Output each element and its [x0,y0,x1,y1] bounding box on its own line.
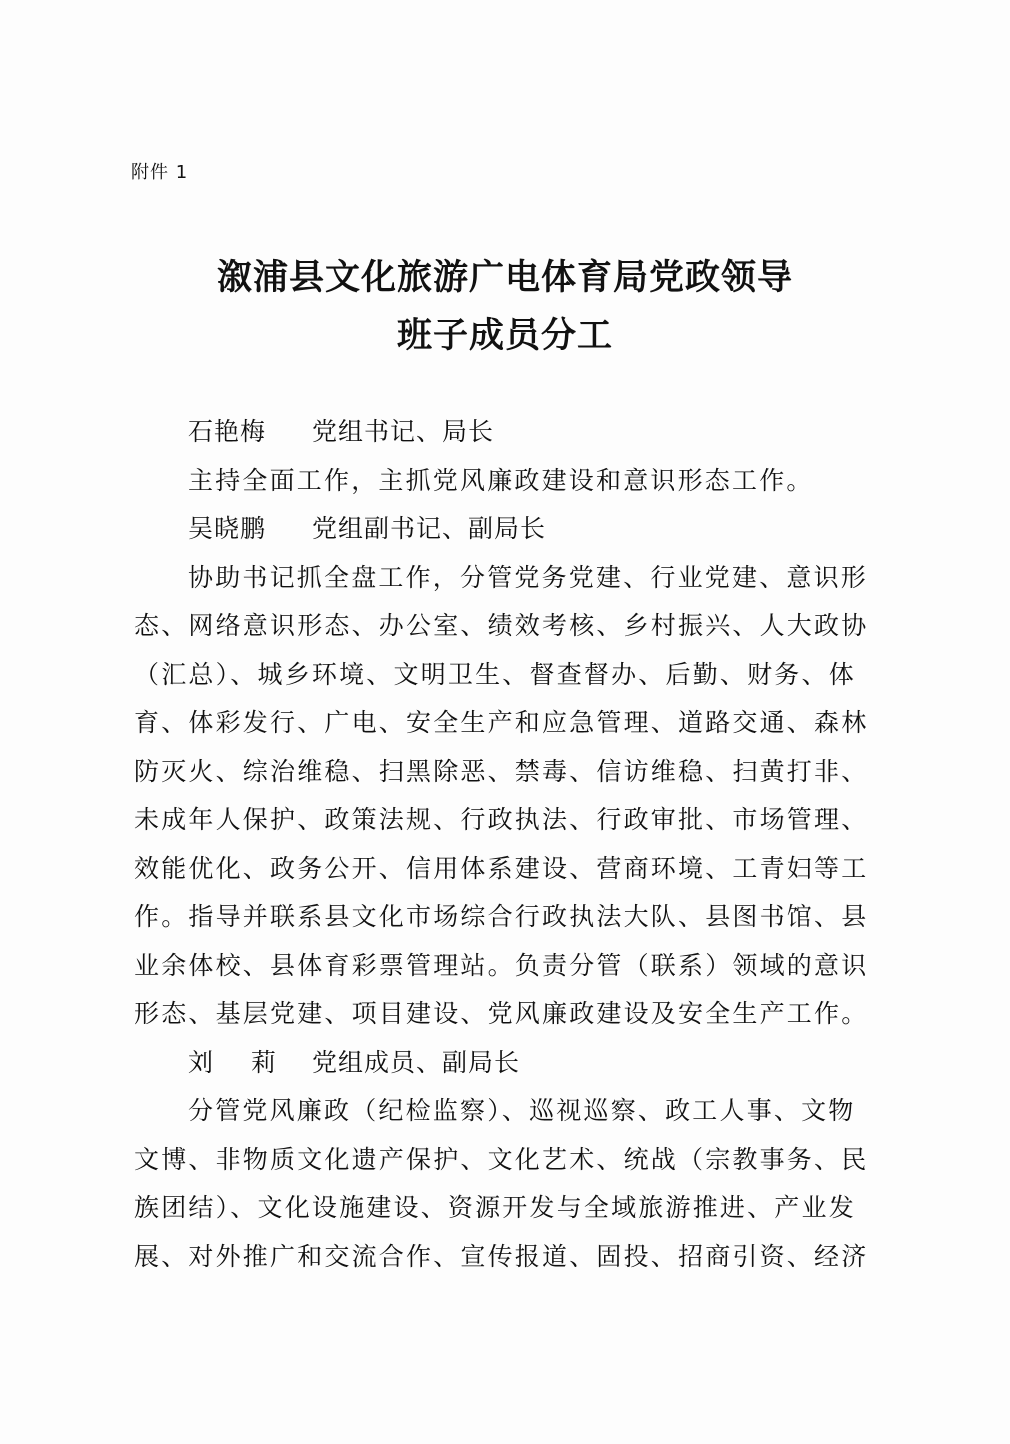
duty-line: 分管党风廉政（纪检监察）、巡视巡察、政工人事、文物 [188,1096,856,1125]
duty-line: 主持全面工作，主抓党风廉政建设和意识形态工作。 [188,465,814,495]
member-name: 石艳梅 [188,417,267,446]
duty-line: 族团结）、文化设施建设、资源开发与全域旅游推进、产业发 [134,1193,856,1222]
duty-line: 业余体校、县体育彩票管理站。负责分管（联系）领域的意识 [134,950,869,980]
duty-line: 育、体彩发行、广电、安全生产和应急管理、道路交通、森林 [134,708,869,737]
duty-line: 协助书记抓全盘工作，分管党务党建、行业党建、意识形 [188,562,869,592]
member-role: 党组副书记、副局长 [312,514,547,543]
duty-line: 作。指导并联系县文化市场综合行政执法大队、县图书馆、县 [134,902,869,931]
duty-line: 形态、基层党建、项目建设、党风廉政建设及安全生产工作。 [134,999,869,1028]
document-title-line2: 班子成员分工 [396,315,613,356]
duty-line: 展、对外推广和交流合作、宣传报道、固投、招商引资、经济 [134,1241,869,1271]
duty-line: 文博、非物质文化遗产保护、文化艺术、统战（宗教事务、民 [134,1144,869,1174]
member-role: 党组书记、局长 [312,417,495,446]
attachment-label: 附件 1 [131,162,189,183]
duty-line: （汇总）、城乡环境、文明卫生、督查督办、后勤、财务、体 [134,659,856,689]
member-name: 刘 莉 [188,1047,291,1077]
member-name: 吴晓鹏 [188,514,267,543]
member-heading [134,1039,864,1088]
duty-line: 未成年人保护、政策法规、行政执法、行政审批、市场管理、 [134,805,869,834]
duty-line: 防灭火、综治维稳、扫黑除恶、禁毒、信访维稳、扫黄打非、 [134,756,869,786]
document-body [134,408,869,1281]
duty-line: 态、网络意识形态、办公室、绩效考核、乡村振兴、人大政协 [134,611,869,640]
member-heading [134,408,864,457]
member-role: 党组成员、副局长 [312,1047,521,1077]
member-heading [134,505,864,554]
document-title-line1: 溆浦县文化旅游广电体育局党政领导 [216,257,793,298]
duty-line: 效能优化、政务公开、信用体系建设、营商环境、工青妇等工 [134,853,869,883]
